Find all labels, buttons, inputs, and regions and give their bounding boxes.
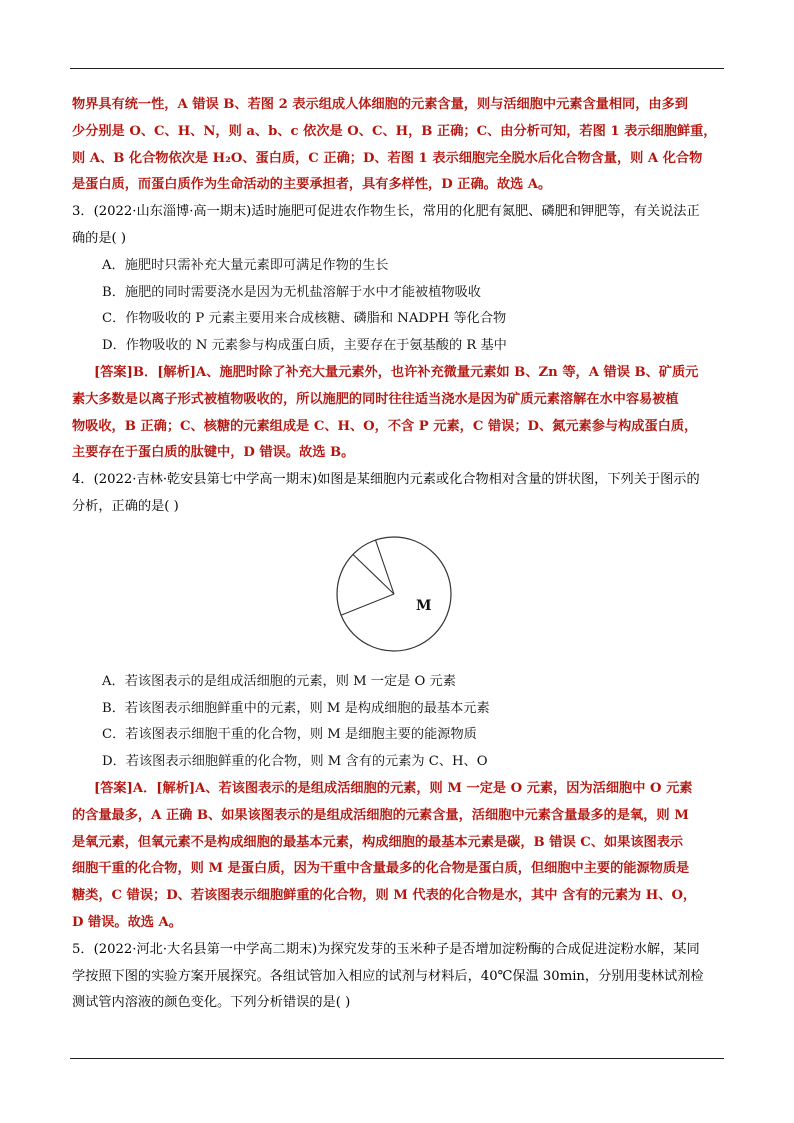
question-stem: 4．(2022·吉林·乾安县第七中学高一期末)如图是某细胞内元素或化合物相对含量的饼状图，下列关于图示的 bbox=[72, 472, 700, 488]
question-stem: 分析，正确的是( ) bbox=[72, 498, 179, 514]
footer-rule bbox=[70, 1058, 724, 1059]
question-stem: 3．(2022·山东淄博·高一期末)适时施肥可促进农作物生长，常用的化肥有氮肥、磷肥和钾肥等，有关说法正 bbox=[72, 204, 700, 220]
pie-chart bbox=[336, 531, 456, 657]
question-stem: 学按照下图的实验方案开展探究。各组试管加入相应的试剂与材料后，40℃保温 30min，分别用斐林试剂检 bbox=[72, 968, 704, 984]
answer-line: [答案]B．[解析]A、施肥时除了补充大量元素外，也许补充微量元素如 B、Zn 等，A 错误 B、矿质元 bbox=[94, 364, 699, 380]
answer-line: [答案]A．[解析]A、若该图表示的是组成活细胞的元素，则 M 一定是 O 元素，因为活细胞中 O 元素 bbox=[94, 780, 693, 796]
analysis-line: 是蛋白质，而蛋白质作为生命活动的主要承担者，具有多样性，D 正确。故选 A。 bbox=[72, 177, 552, 193]
answer-line: 是氧元素，但氧元素不是构成细胞的最基本元素，构成细胞的最基本元素是碳，B 错误 C、如果该图表示 bbox=[72, 834, 684, 850]
option-d: D．作物吸收的 N 元素参与构成蛋白质，主要存在于氨基酸的 R 基中 bbox=[102, 338, 507, 354]
answer-line: 的含量最多，A 正确 B、如果该图表示的是组成活细胞的元素含量，活细胞中元素含量最多的是氧，则 M bbox=[72, 807, 689, 823]
pie-figure bbox=[72, 531, 726, 661]
q2-analysis-tail bbox=[72, 92, 726, 199]
answer-line: 细胞干重的化合物，则 M 是蛋白质，因为干重中含量最多的化合物是蛋白质，但细胞中主要的能源物质是 bbox=[72, 861, 690, 877]
answer-line: 物吸收，B 正确；C、核糖的元素组成是 C、H、O，不含 P 元素，C 错误；D、氮元素参与构成蛋白质， bbox=[72, 418, 698, 434]
option-d: D．若该图表示细胞鲜重的化合物，则 M 含有的元素为 C、H、O bbox=[102, 754, 488, 770]
page-content bbox=[72, 92, 726, 1017]
question-5 bbox=[72, 937, 726, 1017]
analysis-line: 少分别是 O、C、H、N，则 a、b、c 依次是 O、C、H，B 正确；C、由分析可知，若图 1 表示细胞鲜重， bbox=[72, 123, 717, 139]
pie-label-m: M bbox=[416, 597, 432, 614]
option-c: C．作物吸收的 P 元素主要用来合成核糖、磷脂和 NADPH 等化合物 bbox=[102, 311, 507, 327]
answer-line: 主要存在于蛋白质的肽键中，D 错误。故选 B。 bbox=[72, 445, 355, 461]
question-stem: 测试管内溶液的颜色变化。下列分析错误的是( ) bbox=[72, 995, 351, 1011]
option-a: A．若该图表示的是组成活细胞的元素，则 M 一定是 O 元素 bbox=[102, 673, 456, 689]
option-a: A．施肥时只需补充大量元素即可满足作物的生长 bbox=[102, 257, 389, 273]
question-stem: 5．(2022·河北·大名县第一中学高二期末)为探究发芽的玉米种子是否增加淀粉酶的合成促进淀粉水解，某同 bbox=[72, 941, 700, 957]
answer-line: D 错误。故选 A。 bbox=[72, 914, 182, 930]
option-c: C．若该图表示细胞干重的化合物，则 M 是细胞主要的能源物质 bbox=[102, 727, 477, 743]
option-b: B．施肥的同时需要浇水是因为无机盐溶解于水中才能被植物吸收 bbox=[102, 284, 481, 300]
analysis-line: 物界具有统一性，A 错误 B、若图 2 表示组成人体细胞的元素含量，则与活细胞中元素含量相同，由多到 bbox=[72, 97, 688, 112]
question-3 bbox=[72, 199, 726, 467]
answer-line: 素大多数是以离子形式被植物吸收的，所以施肥的同时往往适当浇水是因为矿质元素溶解在水中容易被植 bbox=[72, 391, 679, 407]
header-rule bbox=[70, 68, 724, 69]
option-b: B．若该图表示细胞鲜重中的元素，则 M 是构成细胞的最基本元素 bbox=[102, 700, 490, 716]
answer-line: 糖类，C 错误；D、若该图表示细胞鲜重的化合物，则 M 代表的化合物是水，其中 含有的元素为 H、O， bbox=[72, 888, 697, 904]
question-stem: 确的是( ) bbox=[72, 230, 127, 246]
analysis-line: 则 A、B 化合物依次是 H₂O、蛋白质，C 正确；D、若图 1 表示细胞完全脱水后化合物含量，则 A 化合物 bbox=[72, 150, 703, 166]
question-4 bbox=[72, 467, 726, 937]
